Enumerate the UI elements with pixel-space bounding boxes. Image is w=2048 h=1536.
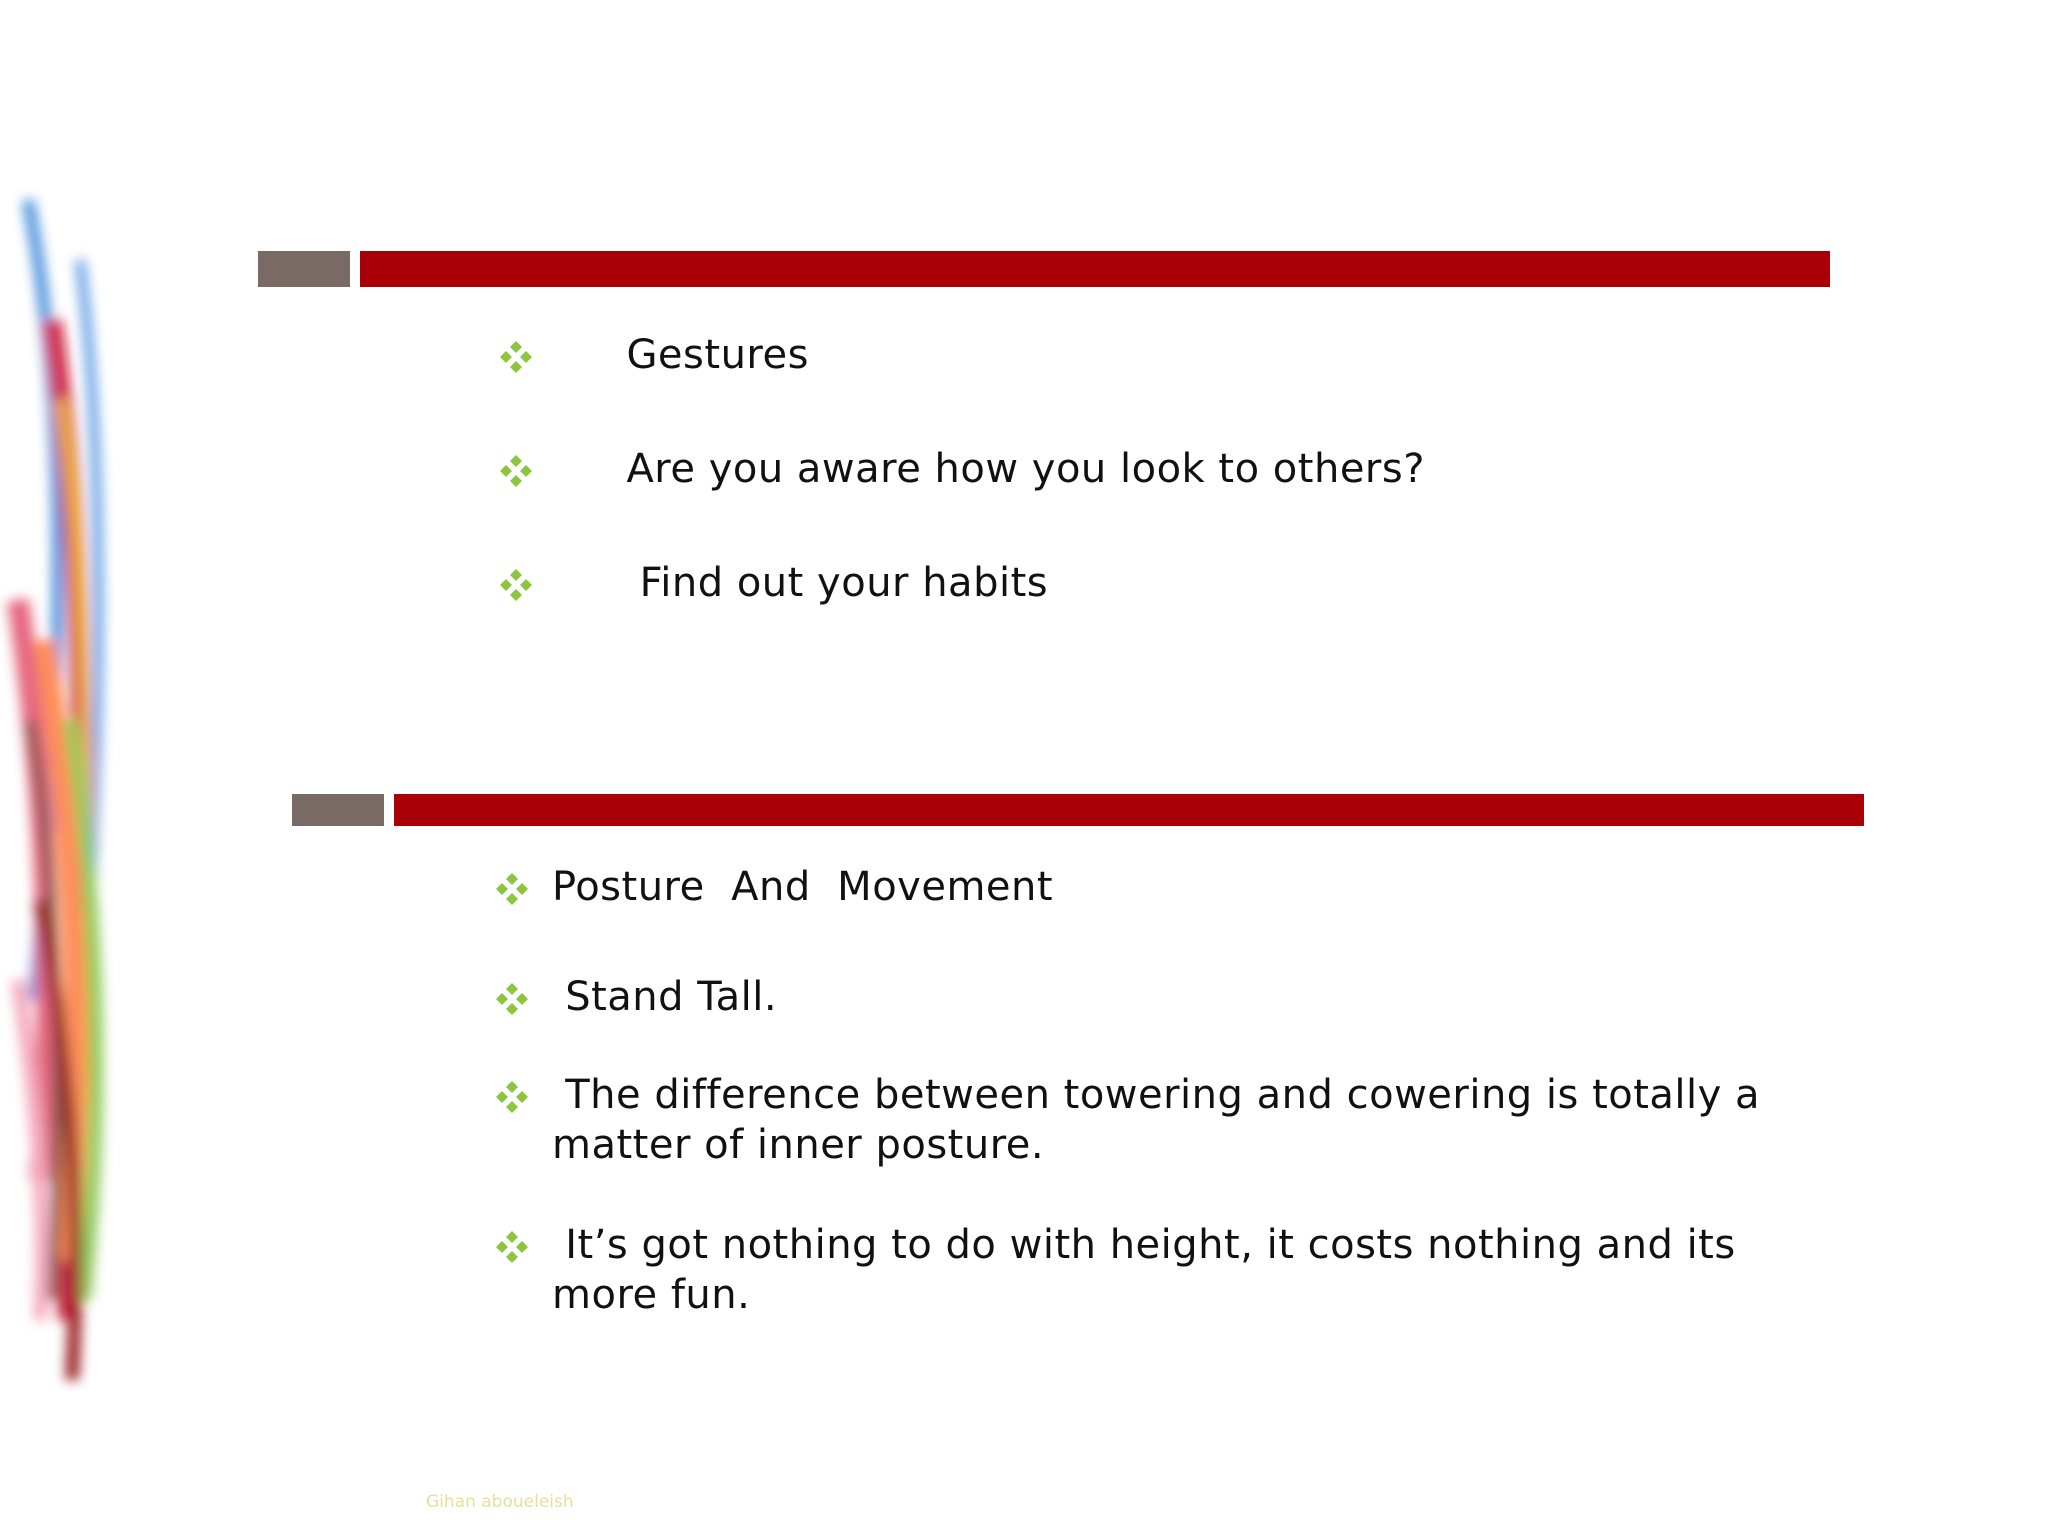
bullet-text: The difference between towering and cowering is totally a matter of inner posture. (552, 1072, 1774, 1168)
list-item (492, 972, 1832, 1022)
divider-stub (292, 794, 384, 826)
four-diamond-bullet-icon (492, 1227, 532, 1267)
list-item (496, 558, 1796, 608)
bullet-text: Posture And Movement (552, 864, 1054, 910)
list-item (496, 330, 1796, 380)
footer-credit: Gihan aboueleish (426, 1492, 574, 1512)
bullet-text: Find out your habits (600, 560, 1049, 606)
four-diamond-bullet-icon (496, 451, 536, 491)
bullet-text: Are you aware how you look to others? (600, 446, 1425, 492)
four-diamond-bullet-icon (492, 869, 532, 909)
list-item (492, 1070, 1832, 1170)
four-diamond-bullet-icon (492, 1077, 532, 1117)
section-divider-top (258, 251, 1830, 287)
divider-stub (258, 251, 350, 287)
divider-bar (360, 251, 1830, 287)
gestures-bullet-list (496, 330, 1796, 672)
section-divider-bottom (292, 794, 1864, 826)
list-item (492, 1220, 1832, 1320)
list-item (492, 862, 1832, 912)
four-diamond-bullet-icon (496, 565, 536, 605)
list-item (496, 444, 1796, 494)
divider-bar (394, 794, 1864, 826)
four-diamond-bullet-icon (492, 979, 532, 1019)
decorative-ribbon-graphic (0, 0, 130, 1536)
four-diamond-bullet-icon (496, 337, 536, 377)
bullet-text: Stand Tall. (552, 974, 778, 1020)
bullet-text: It’s got nothing to do with height, it costs nothing and its more fun. (552, 1222, 1749, 1318)
bullet-text: Gestures (600, 332, 809, 378)
posture-bullet-list (492, 862, 1832, 1320)
